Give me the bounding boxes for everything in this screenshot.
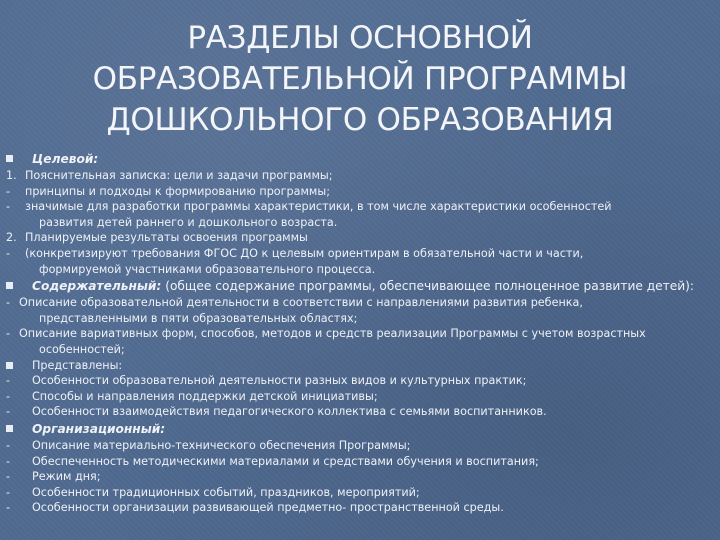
list-item-text: Обеспеченность методическими материалами и средствами обучения и воспитания; xyxy=(32,454,539,468)
list-item xyxy=(6,246,712,277)
list-item-text: Особенности образовательной деятельности разных видов и культурных практик; xyxy=(32,374,527,388)
square-bullet-icon xyxy=(6,425,13,432)
list-item-text: Особенности взаимодействия педагогического коллектива с семьями воспитанников. xyxy=(32,405,547,419)
list-item xyxy=(6,373,712,389)
list-item-text: (конкретизируют требования ФГОС ДО к целевым ориентирам в обязательной части и части, xyxy=(25,246,584,260)
list-item-text: Пояснительная записка: цели и задачи программы; xyxy=(25,169,333,182)
slide-body xyxy=(6,150,712,516)
list-item xyxy=(6,500,712,516)
list-item-text: Описание материально-технического обеспечения Программы; xyxy=(32,438,411,452)
slide-title xyxy=(40,18,680,141)
list-item-text: Особенности организации развивающей предметно- пространственной среды. xyxy=(32,501,504,515)
section-org-header xyxy=(6,420,712,438)
list-item-text: Описание вариативных форм, способов, методов и средств реализации Программы с учетом возрастных xyxy=(19,327,646,341)
list-item-continuation: представленными в пяти образовательных областях; xyxy=(39,311,358,325)
section-content-header xyxy=(6,277,712,295)
list-marker: - xyxy=(6,200,11,214)
list-marker: - xyxy=(6,327,11,341)
list-item xyxy=(6,168,712,184)
list-item xyxy=(6,295,712,326)
list-item xyxy=(6,326,712,357)
section-content-note: (общее содержание программы, обеспечивающее полноценное развитие детей): xyxy=(165,279,695,294)
list-item xyxy=(6,438,712,454)
list-item-text: значимые для разработки программы характеристики, в том числе характеристики особенностей xyxy=(25,200,612,214)
list-item-text: принципы и подходы к формированию программы; xyxy=(25,184,330,198)
list-item xyxy=(6,389,712,405)
dash-marker: - xyxy=(6,374,11,388)
title-line-3: ДОШКОЛЬНОГО ОБРАЗОВАНИЯ xyxy=(106,102,614,138)
title-line-1: РАЗДЕЛЫ ОСНОВНОЙ xyxy=(187,20,533,56)
list-item xyxy=(6,230,712,246)
list-item xyxy=(6,184,712,200)
dash-marker: - xyxy=(6,485,11,499)
list-marker: - xyxy=(6,246,11,260)
list-item xyxy=(6,469,712,485)
list-item-text: Особенности традиционных событий, праздников, мероприятий; xyxy=(32,485,420,499)
dash-marker: - xyxy=(6,501,11,515)
dash-marker: - xyxy=(6,389,11,403)
list-marker: - xyxy=(6,296,11,310)
list-item-text: Описание образовательной деятельности в соответствии с направлениями развития ребенка, xyxy=(19,296,583,310)
square-bullet-icon xyxy=(6,155,13,162)
dash-marker: - xyxy=(6,405,11,419)
list-item xyxy=(6,404,712,420)
section-content-heading: Содержательный: xyxy=(32,279,162,294)
list-item-text: Планируемые результаты освоения программы xyxy=(25,231,308,245)
list-item xyxy=(6,454,712,470)
square-bullet-icon xyxy=(6,362,13,369)
square-bullet-icon xyxy=(6,282,13,289)
list-item-continuation: формируемой участниками образовательного процесса. xyxy=(39,262,376,276)
list-marker: - xyxy=(6,184,11,198)
list-item-text: Способы и направления поддержки детской инициативы; xyxy=(32,389,378,403)
presented-label-row xyxy=(6,358,712,374)
list-marker: 1. xyxy=(6,169,17,182)
presented-label: Представлены: xyxy=(32,358,123,372)
list-item-text: Режим дня; xyxy=(32,470,101,484)
list-item xyxy=(6,199,712,230)
list-item-continuation: развития детей раннего и дошкольного возраста. xyxy=(39,215,338,229)
section-org-heading: Организационный: xyxy=(32,421,166,436)
list-marker: 2. xyxy=(6,231,17,245)
list-item xyxy=(6,485,712,501)
title-line-2: ОБРАЗОВАТЕЛЬНОЙ ПРОГРАММЫ xyxy=(92,61,628,97)
dash-marker: - xyxy=(6,470,11,484)
section-target-heading: Целевой: xyxy=(32,152,99,166)
list-item-continuation: особенностей; xyxy=(39,342,125,356)
section-target-header xyxy=(6,150,712,168)
dash-marker: - xyxy=(6,438,11,452)
dash-marker: - xyxy=(6,454,11,468)
